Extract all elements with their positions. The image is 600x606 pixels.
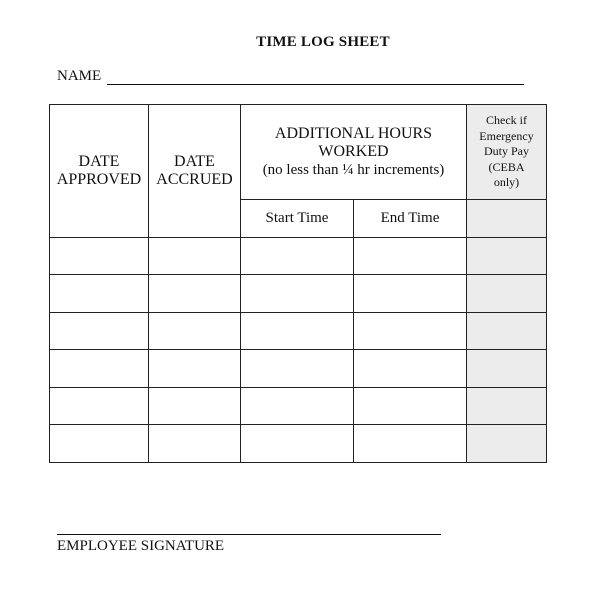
signature-label: EMPLOYEE SIGNATURE	[57, 538, 225, 554]
cell-ceba-check[interactable]	[467, 238, 547, 275]
cell-ceba-check[interactable]	[467, 313, 547, 350]
header-date-accrued-line1: DATE	[174, 153, 215, 170]
table-row	[50, 275, 547, 313]
header-ceba-sub	[467, 200, 547, 238]
cell-date-accrued[interactable]	[149, 388, 241, 425]
cell-end-time[interactable]	[354, 350, 467, 388]
header-date-approved	[50, 105, 149, 238]
cell-date-approved[interactable]	[50, 388, 149, 425]
cell-date-approved[interactable]	[50, 275, 149, 313]
cell-date-approved[interactable]	[50, 425, 149, 463]
header-ceba-line2: Emergency	[479, 128, 534, 143]
cell-date-accrued[interactable]	[149, 313, 241, 350]
cell-end-time[interactable]	[354, 425, 467, 463]
cell-date-approved[interactable]	[50, 313, 149, 350]
header-additional-line1: ADDITIONAL HOURS	[274, 125, 433, 142]
cell-start-time[interactable]	[241, 425, 354, 463]
table-row	[50, 313, 547, 350]
time-log-table	[49, 104, 547, 463]
header-ceba-line4: (CEBA	[488, 159, 525, 174]
header-additional-line3: (no less than ¼ hr increments)	[262, 162, 445, 178]
cell-date-approved[interactable]	[50, 350, 149, 388]
table-row	[50, 388, 547, 425]
signature-line[interactable]	[57, 534, 441, 535]
table-row	[50, 350, 547, 388]
cell-date-accrued[interactable]	[149, 275, 241, 313]
header-ceba-line1: Check if	[486, 113, 527, 128]
header-end-time: End Time	[354, 200, 467, 238]
header-date-approved-line1: DATE	[78, 153, 120, 170]
cell-date-approved[interactable]	[50, 238, 149, 275]
cell-start-time[interactable]	[241, 313, 354, 350]
cell-end-time[interactable]	[354, 238, 467, 275]
name-row	[57, 66, 527, 88]
cell-end-time[interactable]	[354, 313, 467, 350]
cell-end-time[interactable]	[354, 275, 467, 313]
cell-start-time[interactable]	[241, 388, 354, 425]
cell-start-time[interactable]	[241, 350, 354, 388]
header-date-accrued-line2: ACCRUED	[156, 171, 233, 188]
cell-ceba-check[interactable]	[467, 425, 547, 463]
sheet-title: TIME LOG SHEET	[256, 34, 390, 50]
cell-start-time[interactable]	[241, 275, 354, 313]
header-ceba	[467, 105, 547, 200]
cell-start-time[interactable]	[241, 238, 354, 275]
header-start-time: Start Time	[241, 200, 354, 238]
header-ceba-line5: only)	[493, 175, 520, 190]
cell-date-accrued[interactable]	[149, 238, 241, 275]
cell-date-accrued[interactable]	[149, 425, 241, 463]
cell-end-time[interactable]	[354, 388, 467, 425]
cell-date-accrued[interactable]	[149, 350, 241, 388]
header-ceba-line3: Duty Pay	[484, 144, 529, 159]
table-row	[50, 425, 547, 463]
table-row	[50, 238, 547, 275]
header-additional-line2: WORKED	[318, 143, 389, 160]
cell-ceba-check[interactable]	[467, 350, 547, 388]
header-additional-hours	[241, 105, 467, 200]
header-date-accrued	[149, 105, 241, 238]
name-label: NAME	[57, 68, 102, 84]
header-date-approved-line2: APPROVED	[56, 171, 142, 188]
cell-ceba-check[interactable]	[467, 275, 547, 313]
name-field-line[interactable]	[107, 84, 524, 85]
cell-ceba-check[interactable]	[467, 388, 547, 425]
